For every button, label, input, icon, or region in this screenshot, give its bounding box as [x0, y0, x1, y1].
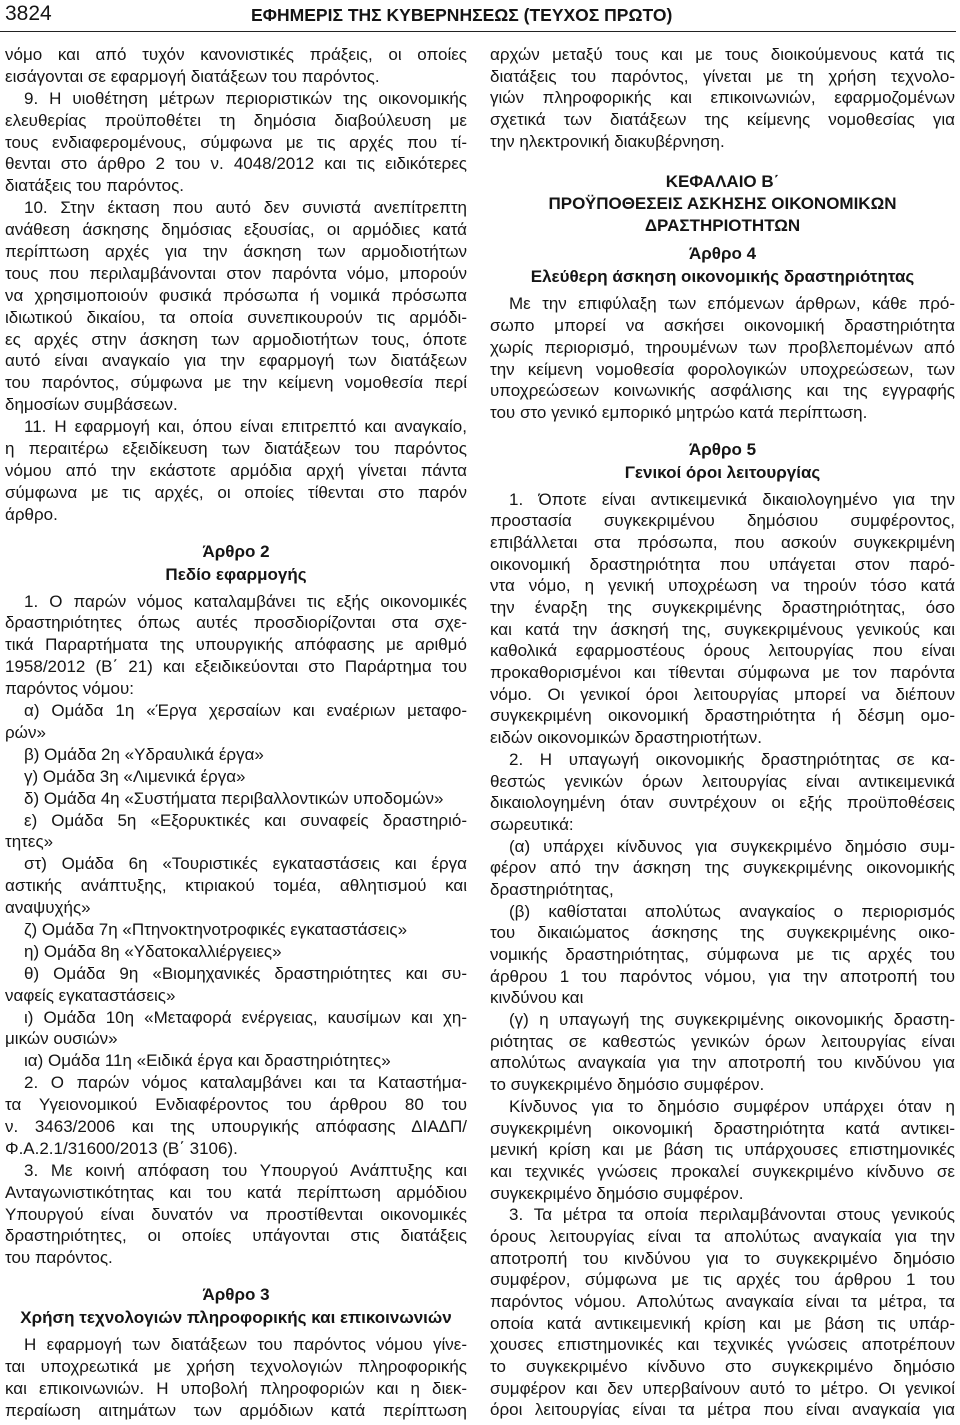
- text-line: καθολικά εφαρμοστέους όρους λειτουργίας που είναι: [490, 641, 955, 661]
- page-number: 3824: [5, 2, 52, 25]
- text-line: ε) Ομάδα 5η «Εξορυκτικές και συναφείς δραστηριό-: [24, 810, 467, 830]
- paragraph: [5, 44, 467, 88]
- text-line: δραστηριότητες, οι οποίες υπάγονται στις διατάξεις: [5, 1226, 467, 1246]
- paragraph: [5, 1050, 467, 1072]
- text-line: αρχών μεταξύ τους και με τους διοικούμενους κατά τις: [490, 45, 955, 64]
- right-column: [490, 44, 955, 1421]
- paragraph: [5, 941, 467, 963]
- paragraph: [490, 1009, 955, 1096]
- left-column: [5, 44, 467, 1422]
- text-line: να χρησιμοποιούν φυσικά πρόσωπα ή νομικά πρόσωπα: [5, 285, 467, 305]
- text-line: σχετικά των διατάξεων της κείμενης νομοθεσίας για: [490, 110, 955, 130]
- text-line: τητες»: [5, 832, 54, 852]
- paragraph: [490, 293, 955, 423]
- text-line: (β) καθίσταται απολύτως αναγκαίος ο περιορισμός: [509, 901, 955, 921]
- text-line: την κείμενη νομοθεσία φορολογικών υποχρεώσεων, των: [490, 359, 955, 379]
- paragraph: [5, 197, 467, 416]
- text-line: νόμο και από τυχόν κανονιστικές πράξεις, οι οποίες: [5, 45, 467, 64]
- text-line: άρθρου 1 του παρόντος νόμου, για την αποτροπή του: [490, 966, 955, 986]
- text-line: (α) υπάρχει κίνδυνος για συγκεκριμένο δημόσιο συμ-: [509, 836, 955, 856]
- text-line: ται υποχρεωτικά με χρήση τεχνολογιών πληροφορικής: [5, 1357, 467, 1377]
- text-line: περαίωση αιτημάτων των αρμόδιων κατά περίπτωση: [5, 1400, 467, 1420]
- text-line: θεστώς γενικών όρων λειτουργίας είναι αντικειμενικά: [490, 771, 955, 791]
- paragraph: [490, 901, 955, 1009]
- text-line: διατάξεις του παρόντος.: [5, 176, 184, 196]
- text-line: αποτροπή του κινδύνου για το συγκεκριμένο δημόσιο: [490, 1248, 955, 1268]
- text-line: μικών ουσιών»: [5, 1029, 118, 1049]
- text-line: το συγκεκριμένο κίνδυνο στο συγκεκριμένο δημόσιο: [490, 1357, 955, 1377]
- paragraph: [5, 1007, 467, 1051]
- text-line: όρους λειτουργίας είναι τα απολύτως αναγκαία για την: [490, 1226, 955, 1246]
- text-line: επιβάλλεται στα πρόσωπα, που ασκούν συγκεκριμένη: [490, 532, 955, 552]
- text-line: θενται στο άρθρο 2 του ν. 4048/2012 και τις ειδικότερες: [5, 154, 467, 174]
- header-rule: [0, 31, 956, 32]
- article-heading: [5, 1283, 467, 1329]
- text-line: συμφέρον, σύμφωνα με τις αρχές του άρθρου 1 του: [490, 1270, 955, 1290]
- text-line: άρθρο.: [5, 504, 58, 524]
- text-line: ριότητας σε καθεστώς γενικών όρων λειτουργίας είναι: [490, 1031, 955, 1051]
- text-line: τικά Παραρτήματα της υπουργικής απόφασης με αριθμό: [5, 635, 467, 655]
- text-line: 3. Τα μέτρα τα οποία περιλαμβάνονται στους γενικούς: [509, 1205, 955, 1225]
- text-line: διατάξεις του παρόντος, γίνεται με τη χρήση τεχνολο-: [490, 66, 955, 86]
- text-line: συγκεκριμένο δημόσιο συμφέρον.: [490, 1183, 744, 1203]
- text-line: κινδύνου και: [490, 988, 584, 1008]
- article-heading: [490, 242, 955, 288]
- article-heading: [490, 438, 955, 484]
- paragraph: [5, 416, 467, 525]
- paragraph: [5, 1334, 467, 1422]
- text-line: δημοσίων συμβάσεων.: [5, 395, 178, 415]
- paragraph: [490, 1096, 955, 1204]
- text-line: ελευθερίας προϋποθέτει τη δημόσια διαβούλευση με: [5, 110, 467, 130]
- text-line: συγκεκριμένη οικονομική δραστηριότητα ή δέσμη ομο-: [490, 706, 955, 726]
- text-line: και τεχνικές γνώσεις προκαλεί συγκεκριμένο κίνδυνο σε: [490, 1161, 955, 1181]
- text-line: χωρίς περιορισμό, τηρουμένων των προβλεπομένων από: [490, 337, 955, 357]
- text-line: δικαιολογημένη όταν συντρέχουν οι εξής προϋποθέσεις: [490, 793, 955, 813]
- heading-line: Ελεύθερη άσκηση οικονομικής δραστηριότητας: [530, 267, 915, 287]
- text-line: νόμου από την εκάστοτε αρμόδια αρχή γίνεται πάντα: [5, 460, 467, 480]
- text-line: δραστηριότητες όπως αυτές προσδιορίζονται στα σχε-: [5, 613, 467, 633]
- text-line: ν. 3463/2006 και της υπουργικής απόφασης ΔΙΑΔΠ/: [5, 1116, 467, 1136]
- heading-line: Άρθρο 4: [688, 244, 757, 264]
- text-line: την έναρξη της συγκεκριμένης δραστηριότητας, όσο: [490, 598, 955, 617]
- text-line: (γ) η υπαγωγή της συγκεκριμένης οικονομικής δραστη-: [509, 1010, 955, 1030]
- heading-line: Άρθρο 2: [202, 541, 270, 561]
- text-line: υποχρεώσεων κοινωνικής ασφάλισης και της εγγραφής: [490, 381, 955, 401]
- text-line: 2. Η υπαγωγή οικονομικής δραστηριότητας σε κα-: [509, 749, 955, 769]
- paragraph: [490, 749, 955, 836]
- text-line: παρόντος νόμου. Απολύτως αναγκαία είναι τα μέτρα, τα: [490, 1292, 955, 1311]
- text-line: Με την επιφύλαξη των επόμενων άρθρων, κάθε πρό-: [509, 294, 955, 314]
- text-line: 11. Η εφαρμογή και, όπου είναι επιτρεπτό και αναγκαίο,: [24, 417, 467, 437]
- text-line: του δικαιώματος άσκησης της συγκεκριμένης οικο-: [490, 923, 955, 943]
- paragraph: [490, 489, 955, 749]
- text-line: Φ.Α.2.1/31600/2013 (Β΄ 3106).: [5, 1138, 238, 1158]
- text-line: σύμφωνα με τις αρχές, οι οποίες τίθενται στο παρόν: [5, 482, 467, 502]
- text-line: ι) Ομάδα 10η «Μεταφορά ενέργειας, καυσίμων και χη-: [24, 1007, 467, 1027]
- heading-line: ΠΡΟΫΠΟΘΕΣΕΙΣ ΑΣΚΗΣΗΣ ΟΙΚΟΝΟΜΙΚΩΝ: [548, 194, 897, 214]
- text-line: απολύτως αναγκαία για την αποτροπή του κινδύνου για: [490, 1053, 955, 1073]
- text-line: αυτό είναι αναγκαίο για την εφαρμογή των διατάξεων: [5, 351, 467, 371]
- text-line: ναφείς εγκαταστάσεις»: [5, 985, 176, 1005]
- article-heading: [5, 540, 467, 586]
- text-line: φέρον από την άσκηση της συγκεκριμένης οικονομικής: [490, 858, 955, 878]
- text-line: β) Ομάδα 2η «Υδραυλικά έργα»: [24, 744, 264, 764]
- text-line: ειδών οικονομικών δραστηριοτήτων.: [490, 728, 763, 748]
- paragraph: [5, 963, 467, 1007]
- paragraph: [5, 1160, 467, 1269]
- text-line: ανάθεση άσκησης δημόσιας εξουσίας, οι αρμόδιες κατά: [5, 220, 467, 240]
- paragraph: [5, 744, 467, 766]
- text-line: Ανταγωνιστικότητας και του κατά περίπτωση αρμόδιου: [5, 1182, 467, 1202]
- text-line: ρών»: [5, 722, 46, 742]
- text-line: οποία κατά αντικειμενική κρίση και με βάση τις υπάρ-: [490, 1313, 955, 1333]
- text-line: 3. Με κοινή απόφαση του Υπουργού Ανάπτυξης και: [24, 1160, 467, 1180]
- text-line: του παρόντος, σύμφωνα με την κείμενη νομοθεσία περί: [5, 373, 467, 393]
- text-line: χουσες επιστημονικές και τεχνικές γνώσεις αποτρέπουν: [490, 1335, 955, 1355]
- text-line: του παρόντος.: [5, 1248, 113, 1268]
- gazette-title: ΕΦΗΜΕΡΙΣ ΤΗΣ ΚΥΒΕΡΝΗΣΕΩΣ (ΤΕΥΧΟΣ ΠΡΩΤΟ): [251, 5, 673, 25]
- text-line: περίπτωση αρχές για την άσκηση των αρμοδιοτήτων: [5, 242, 467, 262]
- text-line: το συγκεκριμένο δημόσιο συμφέρον.: [490, 1075, 765, 1095]
- paragraph: [5, 788, 467, 810]
- paragraph: [5, 766, 467, 788]
- paragraph: [490, 44, 955, 152]
- paragraph: [5, 919, 467, 941]
- text-line: η περαιτέρω εξειδίκευση των διατάξεων του παρόντος: [5, 439, 467, 459]
- heading-line: Γενικοί όροι λειτουργίας: [624, 462, 821, 482]
- text-line: ιδιωτικού δικαίου, τα οποία συνεπικουρούν τις αρμόδι-: [5, 307, 467, 327]
- paragraph: [5, 700, 467, 744]
- paragraph: [5, 88, 467, 197]
- text-line: την ηλεκτρονική διακυβέρνηση.: [490, 131, 725, 151]
- text-line: δ) Ομάδα 4η «Συστήματα περιβαλλοντικών υποδομών»: [24, 788, 444, 808]
- paragraph: [490, 836, 955, 901]
- text-line: ζ) Ομάδα 7η «Πτηνοκτηνοτροφικές εγκαταστάσεις»: [24, 919, 408, 939]
- text-line: 1. Όποτε είναι αντικειμενικά δικαιολογημένο για την: [509, 489, 955, 509]
- text-line: τους που περιλαμβάνονται στον παρόντα νόμο, μπορούν: [5, 263, 467, 283]
- text-line: προστασία συγκεκριμένου δημόσιου συμφέροντος,: [490, 511, 955, 531]
- text-line: νομικής δραστηριότητας, σύμφωνα με τις αρχές του: [490, 945, 955, 964]
- text-line: ια) Ομάδα 11η «Ειδικά έργα και δραστηριότητες»: [24, 1051, 391, 1071]
- text-line: γιών πληροφορικής και επικοινωνιών, εφαρμοζομένων: [490, 88, 955, 108]
- text-line: 2. Ο παρών νόμος καταλαμβάνει και τα Καταστήμα-: [24, 1073, 467, 1093]
- text-line: 1958/2012 (Β΄ 21) και εξειδικεύονται στο Παράρτημα του: [5, 657, 467, 677]
- text-line: Η εφαρμογή των διατάξεων του παρόντος νόμου γίνε-: [24, 1335, 467, 1355]
- text-line: δραστηριότητας,: [490, 879, 614, 899]
- paragraph: [5, 810, 467, 854]
- paragraph: [5, 1072, 467, 1160]
- text-line: αναψυχής»: [5, 898, 91, 918]
- heading-line: Χρήση τεχνολογιών πληροφορικής και επικοινωνιών: [20, 1308, 452, 1328]
- heading-line: Άρθρο 3: [202, 1285, 270, 1305]
- text-line: όροι λειτουργίας είναι τα μέτρα που είναι αναγκαία για: [490, 1400, 955, 1420]
- text-line: συμφέρον και δεν υπερβαίνουν αυτό το μέτρο. Οι γενικοί: [490, 1378, 955, 1398]
- text-line: 10. Στην έκταση που αυτό δεν συνιστά ανεπίτρεπτη: [24, 198, 467, 218]
- text-line: ντα νόμο, η γενική υποχρέωση να τηρούν τόσο κατά: [490, 576, 955, 596]
- heading-line: ΚΕΦΑΛΑΙΟ Β΄: [665, 172, 780, 192]
- text-line: εισάγονται σε εφαρμογή διατάξεων του παρόντος.: [5, 66, 380, 86]
- chapter-heading: [490, 171, 955, 237]
- text-line: 1. Ο παρών νόμος καταλαμβάνει τις εξής οικονομικές: [24, 591, 467, 611]
- text-line: συγκεκριμένη οικονομική δραστηριότητα κατά αντικει-: [490, 1118, 955, 1138]
- heading-line: Πεδίο εφαρμογής: [165, 564, 307, 584]
- text-line: τους ενδιαφερομένους, σύμφωνα με τις αρχές που τί-: [5, 132, 467, 152]
- text-line: του στο γενικό εμπορικό μητρώο κατά περίπτωση.: [490, 402, 868, 422]
- text-line: γ) Ομάδα 3η «Λιμενικά έργα»: [24, 766, 246, 786]
- text-line: και επικοινωνιών. Η υποβολή πληροφοριών και η διεκ-: [5, 1378, 467, 1398]
- text-line: νόμο. Οι γενικοί όροι λειτουργίας μπορεί να διέπουν: [490, 684, 955, 704]
- text-line: και κατά την άσκησή της, συγκεκριμένους γενικούς και: [490, 619, 955, 639]
- heading-line: Άρθρο 5: [688, 439, 757, 459]
- text-line: θ) Ομάδα 9η «Βιομηχανικές δραστηριότητες και συ-: [24, 963, 467, 983]
- text-line: σωρευτικά:: [490, 814, 574, 834]
- text-line: Κίνδυνος για το δημόσιο συμφέρον υπάρχει όταν η: [509, 1096, 955, 1116]
- text-line: στ) Ομάδα 6η «Τουριστικές εγκαταστάσεις και έργα: [24, 854, 467, 874]
- text-line: προκαθορισμένοι και τίθενται σύμφωνα με τον παρόντα: [490, 663, 955, 683]
- text-line: τα Υγειονομικού Ενδιαφέροντος του άρθρου 80 του: [5, 1095, 467, 1115]
- paragraph: [490, 1204, 955, 1421]
- text-line: παρόντος νόμου:: [5, 679, 135, 699]
- text-line: αστικής ανάπτυξης, κτιριακού τομέα, αθλητισμού και: [5, 876, 467, 896]
- text-line: μενική κρίση και με βάση τις υπάρχουσες επιστημονικές: [490, 1140, 955, 1160]
- heading-line: ΔΡΑΣΤΗΡΙΟΤΗΤΩΝ: [644, 216, 801, 236]
- text-line: Υπουργού είναι δυνατόν να προστίθενται οικονομικές: [5, 1204, 467, 1224]
- text-line: ες αρχές στην άσκηση των αρμοδιοτήτων τους, όποτε: [5, 329, 467, 349]
- text-line: 9. Η υιοθέτηση μέτρων περιοριστικών της οικονομικής: [24, 88, 467, 108]
- text-line: οικονομική δραστηριότητα που υπάγεται στον παρό-: [490, 554, 955, 574]
- paragraph: [5, 591, 467, 700]
- paragraph: [5, 853, 467, 919]
- text-line: η) Ομάδα 8η «Υδατοκαλλιέργειες»: [24, 941, 282, 961]
- text-line: σωπο μπορεί να ασκήσει οικονομική δραστηριότητα: [490, 316, 955, 336]
- text-line: α) Ομάδα 1η «Έργα χερσαίων και εναέριων μεταφο-: [24, 701, 467, 721]
